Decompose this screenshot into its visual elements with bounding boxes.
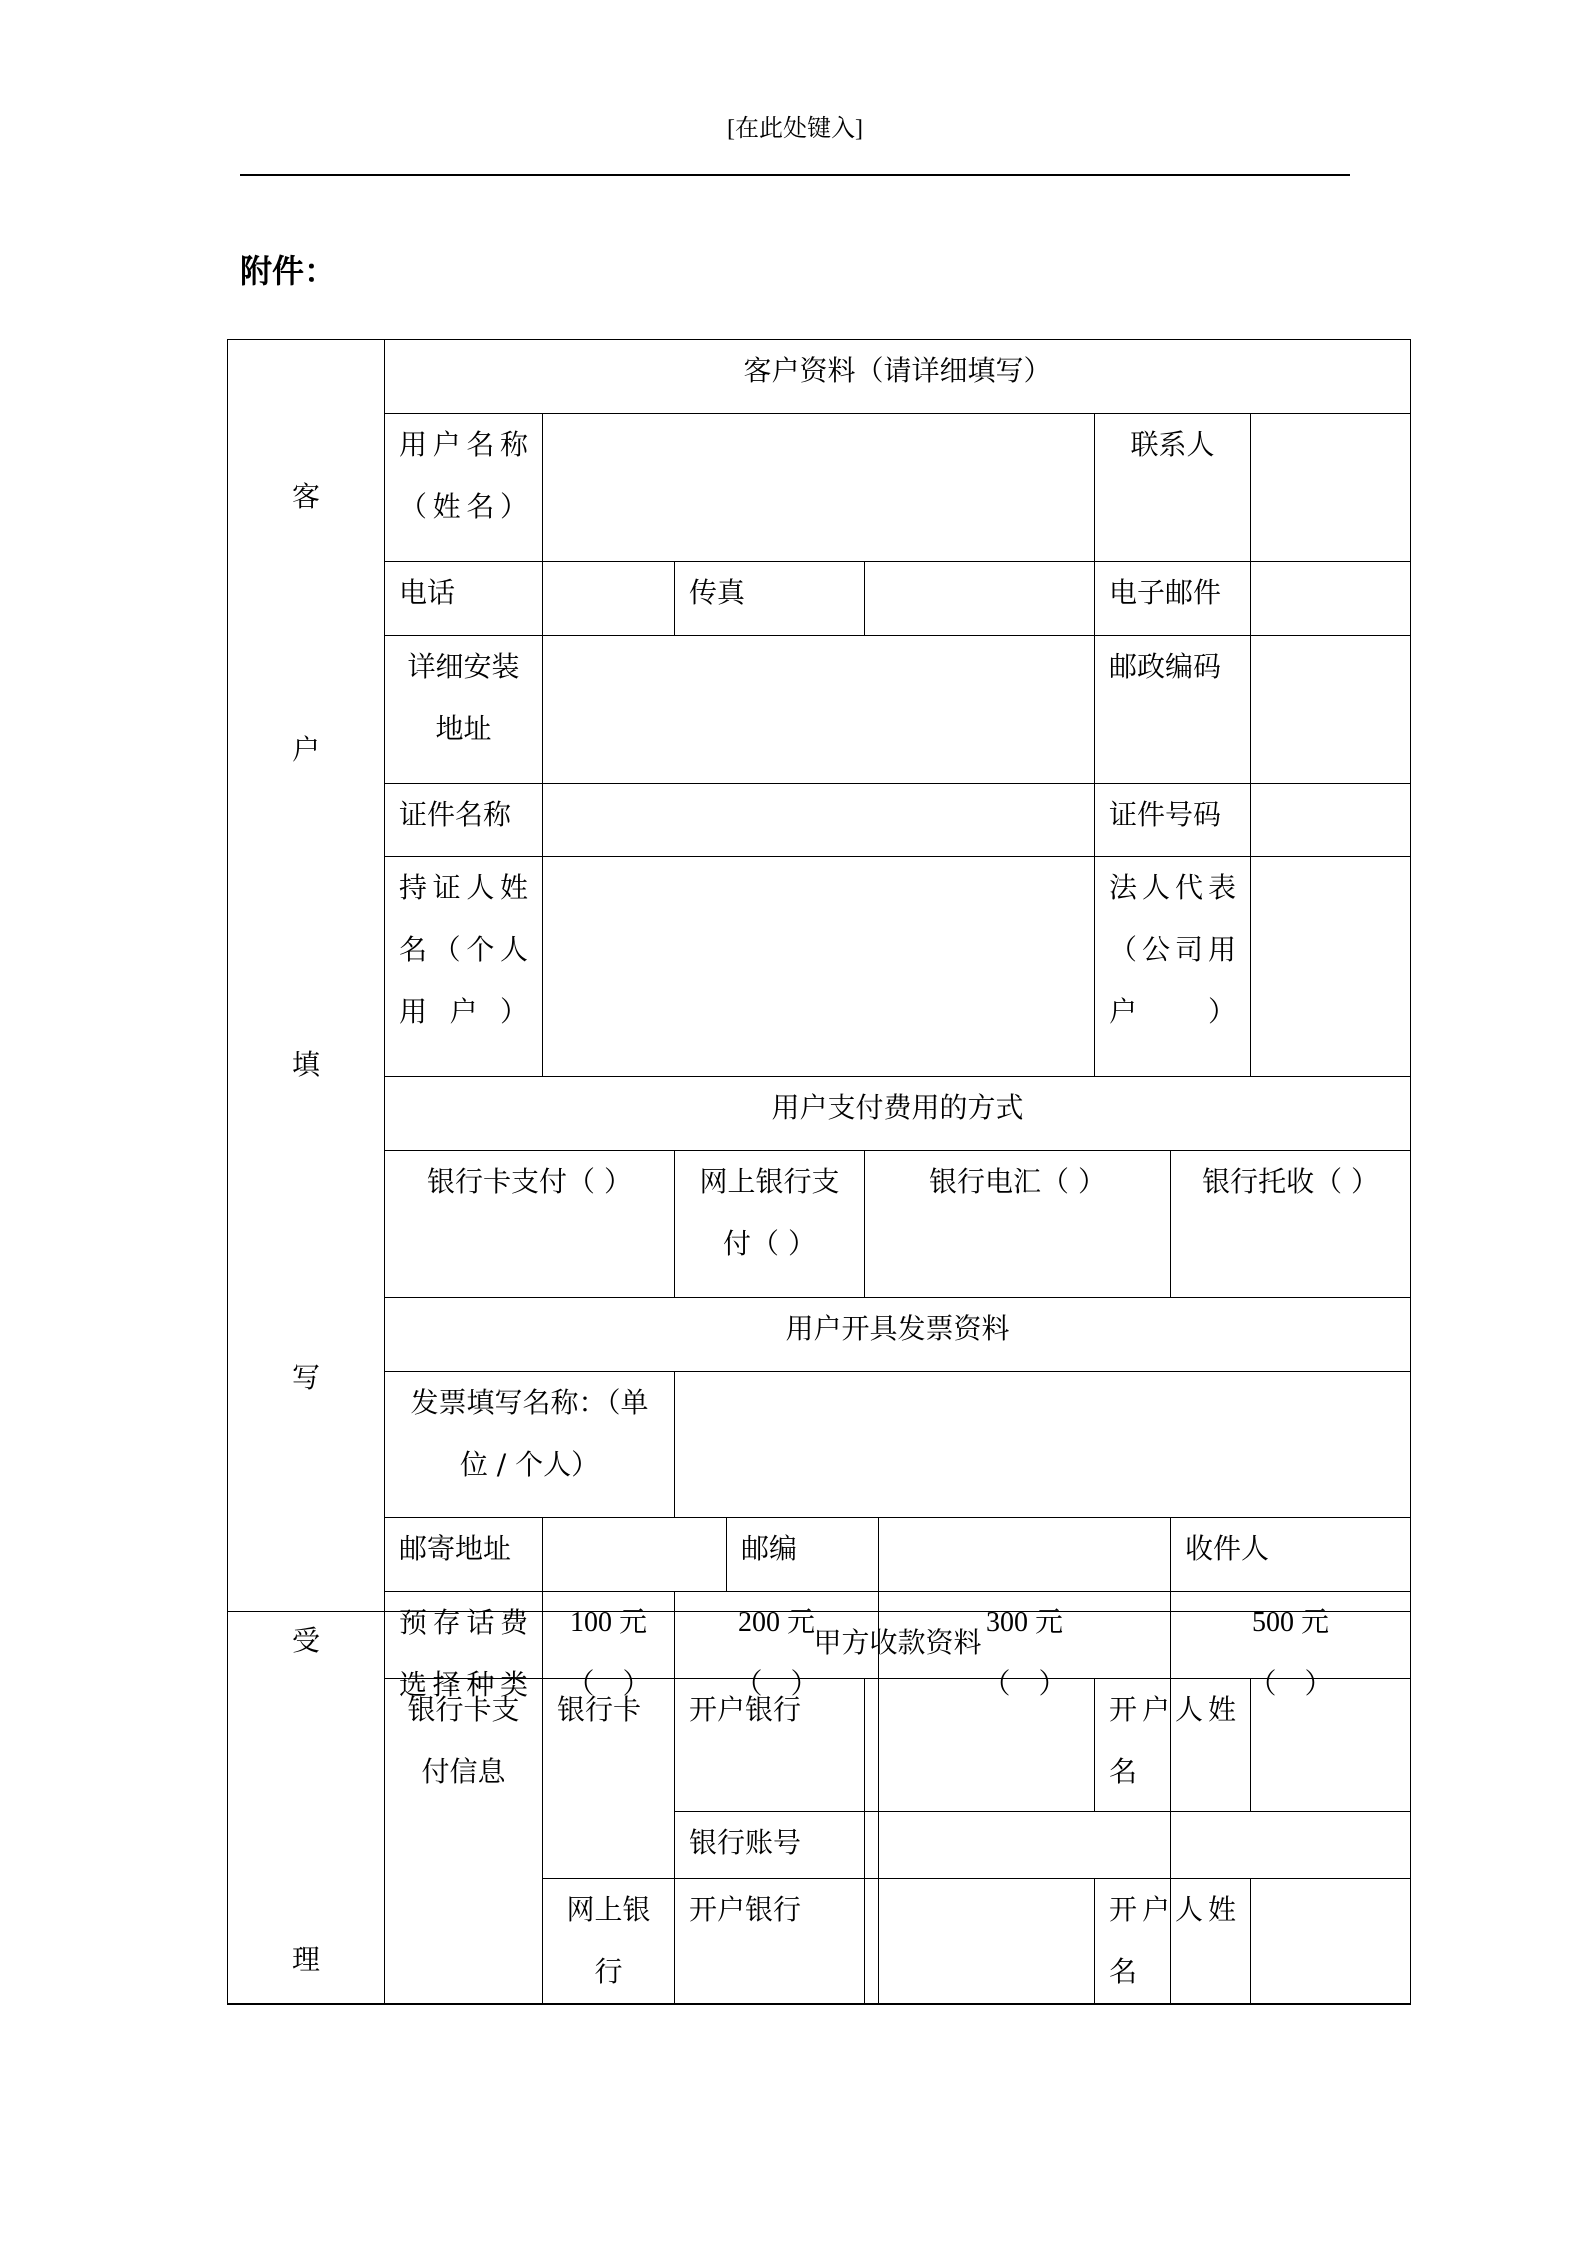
receipt-table (227, 1611, 1411, 2005)
account-no-label: 银行账号 (675, 1812, 865, 1879)
legal-rep-label: 法人代表（公司用户） (1095, 857, 1251, 1077)
checkbox-text: （ ） (1248, 1669, 1333, 1701)
address-label: 详细安装地址 (385, 635, 543, 783)
phone-label: 电话 (385, 561, 543, 635)
open-bank-label: 开户银行 (675, 1679, 865, 1812)
phone-field[interactable] (543, 561, 675, 635)
side-char: 客 (291, 480, 320, 513)
payment-option-bank-card[interactable]: 银行卡支付（ ） (385, 1150, 675, 1297)
page-header: [在此处键入] (727, 116, 863, 142)
bank-card-label: 银行卡 (543, 1679, 675, 1879)
postcode-label: 邮政编码 (1095, 635, 1251, 783)
id-number-label: 证件号码 (1095, 783, 1251, 857)
amount-text: 300 元 (985, 1607, 1063, 1639)
checkbox-text: （ ） (734, 1669, 819, 1701)
amount-text: 500 元 (1252, 1607, 1330, 1639)
amount-text: 200 元 (737, 1607, 815, 1639)
checkbox-text: （ ） (982, 1669, 1067, 1701)
contact-label: 联系人 (1095, 413, 1251, 561)
payment-option-wire[interactable]: 银行电汇（ ） (865, 1150, 1171, 1297)
prepay-label: 预存话费选择种类 (385, 1592, 543, 2004)
online-open-bank-field[interactable] (865, 1879, 1095, 2005)
side-char: 填 (291, 1048, 320, 1081)
side-char: 户 (291, 733, 320, 766)
mail-address-label: 邮寄地址 (385, 1518, 543, 1592)
header-rule (240, 174, 1350, 176)
online-open-bank-label: 开户银行 (675, 1879, 865, 2005)
contact-field[interactable] (1251, 413, 1411, 561)
customer-info-title: 客户资料（请详细填写） (385, 340, 1411, 414)
online-account-holder-field[interactable] (1251, 1879, 1411, 2005)
user-name-label: 用户名称（姓名） (385, 413, 543, 561)
id-name-label: 证件名称 (385, 783, 543, 857)
holder-name-field[interactable] (543, 857, 1095, 1077)
attachment-title: 附件： (240, 252, 337, 290)
account-holder-field[interactable] (1251, 1679, 1411, 1812)
online-bank-label: 网上银行 (543, 1879, 675, 2005)
fax-field[interactable] (865, 561, 1095, 635)
payment-option-collection[interactable]: 银行托收（ ） (1171, 1150, 1411, 1297)
postcode-field[interactable] (1251, 635, 1411, 783)
invoice-title: 用户开具发票资料 (385, 1297, 1411, 1371)
fax-label: 传真 (675, 561, 865, 635)
email-field[interactable] (1251, 561, 1411, 635)
side-label-office (228, 1612, 385, 2005)
bank-payment-info-label: 银行卡支付信息 (385, 1679, 543, 2005)
payment-title: 用户支付费用的方式 (385, 1077, 1411, 1151)
zip-field[interactable] (879, 1518, 1171, 1592)
email-label: 电子邮件 (1095, 561, 1251, 635)
open-bank-field[interactable] (865, 1679, 1095, 1812)
mail-address-field[interactable] (543, 1518, 727, 1592)
account-holder-label: 开户人姓名 (1095, 1679, 1251, 1812)
address-field[interactable] (543, 635, 1095, 783)
id-name-field[interactable] (543, 783, 1095, 857)
online-account-holder-label: 开户人姓名 (1095, 1879, 1251, 2005)
receipt-title-cell: 甲方收款资料 (385, 1612, 1411, 1679)
invoice-name-field[interactable] (675, 1371, 1411, 1518)
checkbox-text: （ ） (566, 1669, 651, 1701)
holder-name-label: 持证人姓名（个人用户） (385, 857, 543, 1077)
zip-label: 邮编 (727, 1518, 879, 1592)
payment-option-online-bank[interactable]: 网上银行支付（ ） (675, 1150, 865, 1297)
recipient-label: 收件人 (1171, 1518, 1411, 1592)
invoice-name-label: 发票填写名称：（单位 / 个人） (385, 1371, 675, 1518)
side-char: 受 (291, 1624, 320, 1657)
account-no-field[interactable] (865, 1812, 1411, 1879)
side-char: 理 (291, 1943, 320, 1976)
id-number-field[interactable] (1251, 783, 1411, 857)
side-char: 写 (291, 1361, 320, 1394)
amount-text: 100 元 (569, 1607, 647, 1639)
user-name-field[interactable] (543, 413, 1095, 561)
legal-rep-field[interactable] (1251, 857, 1411, 1077)
